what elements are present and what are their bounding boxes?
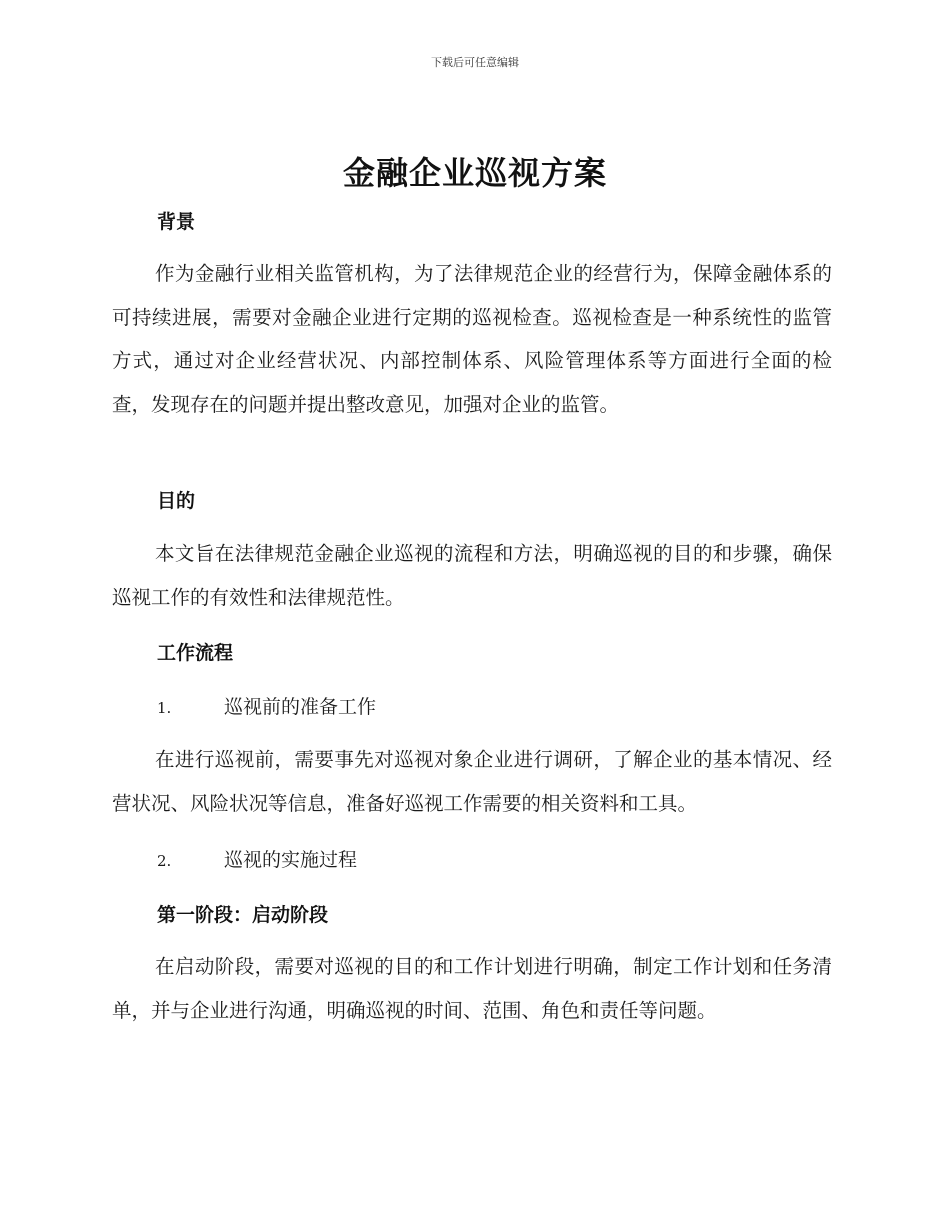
list-number: 1.	[157, 699, 172, 717]
section-heading-workflow: 工作流程	[157, 642, 234, 664]
list-label: 巡视前的准备工作	[224, 696, 377, 718]
list-number: 2.	[157, 852, 172, 870]
list-label: 巡视的实施过程	[224, 849, 358, 871]
stage1-heading: 第一阶段：启动阶段	[157, 904, 329, 926]
section-heading-purpose: 目的	[157, 490, 196, 512]
list-item-preparation	[157, 692, 376, 719]
document-title: 金融企业巡视方案	[342, 154, 607, 192]
purpose-paragraph: 本文旨在法律规范金融企业巡视的流程和方法，明确巡视的目的和步骤，确保巡视工作的有效性和法律规范性。	[112, 542, 832, 609]
list-item-implementation	[157, 845, 357, 872]
preparation-paragraph: 在进行巡视前，需要事先对巡视对象企业进行调研，了解企业的基本情况、经营状况、风险状况等信息，准备好巡视工作需要的相关资料和工具。	[112, 748, 832, 815]
stage1-paragraph: 在启动阶段，需要对巡视的目的和工作计划进行明确，制定工作计划和任务清单，并与企业进行沟通，明确巡视的时间、范围、角色和责任等问题。	[112, 955, 832, 1022]
header-note: 下载后可任意编辑	[431, 56, 519, 69]
section-heading-background: 背景	[157, 211, 196, 233]
background-paragraph: 作为金融行业相关监管机构，为了法律规范企业的经营行为，保障金融体系的可持续进展，需要对金融企业进行定期的巡视检查。巡视检查是一种系统性的监管方式，通过对企业经营状况、内部控制体系、风险管理体系等方面进行全面的检查，发现存在的问题并提出整改意见，加强对企业的监管。	[112, 262, 832, 416]
